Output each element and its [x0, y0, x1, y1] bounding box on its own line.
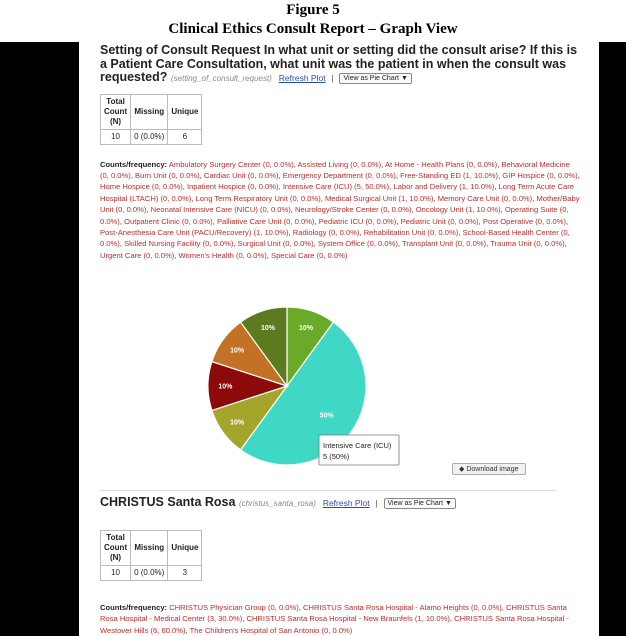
pie-slice-label: 10%: [218, 383, 233, 391]
section1-counts-frequency: Counts/frequency: Ambulatory Surgery Center (0, 0.0%), Assisted Living (0, 0.0%), At Home - Health Plans (0, 0.0%), Behavioral Medicine (0, 0.0%), Burn Unit (0, 0.0%), Cardiac Unit (0, 0.0%), Emergency Department (0, 0.0%), Free-Standing ED (1, 10.0%), GIP Hospice (0, 0.0%), Home Hospice (0, 0.0%), Inpatient Hospice (0, 0.0%), Intensive Care (ICU) (5, 50.0%), Labor and Delivery (1, 10.0%), Long Term Acute Care Hospital (LTACH) (0, 0.0%), Long Term Respiratory Unit (0, 0.0%), Medical Surgical Unit (1, 10.0%), Memory Care Unit (0, 0.0%), Mother/Baby Unit (0, 0.0%), Neonatal Intensive Care (NICU) (0, 0.0%), Neurology/Stroke Center (0, 0.0%), Oncology Unit (1, 10.0%), Operating Suite (0, 0.0%), Outpatient Clinic (0, 0.0%), Palliative Care Unit (0, 0.0%), Pediatric ICU (0, 0.0%), Pediatric Unit (0, 0.0%), Post Operative (0, 0.0%), Post-Anesthesia Care Unit (PACU/Recovery) (1, 10.0%), Radiology (0, 0.0%), Rehabilitation Unit (0, 0.0%), School-Based Health Center (0, 0.0%), Skilled Nursing Facility (0, 0.0%), Surgical Unit (0, 0.0%), System Office (0, 0.0%), Transplant Unit (0, 0.0%), Trauma Unit (0, 0.0%), Urgent Care (0, 0.0%), Women's Health (0, 0.0%), Special Care (0, 0.0%): [100, 159, 580, 260]
count-entry: Memory Care Unit (0, 0.0%): [437, 193, 533, 203]
stats-header-total: Total Count (N): [101, 531, 131, 566]
figure-caption: [0, 0, 626, 42]
section1-refresh-plot-link[interactable]: Refresh Plot: [278, 73, 326, 83]
count-entry: CHRISTUS Santa Rosa Hospital - Medical Center (3, 30.0%): [100, 603, 567, 624]
separator: |: [329, 73, 336, 83]
report-inner: [100, 42, 580, 635]
counts-label: Counts/frequency:: [100, 603, 168, 612]
section2-view-select-value: View as Pie Chart: [387, 500, 444, 507]
stats-value-missing: 0 (0.0%): [131, 129, 168, 144]
count-entry: Pediatric ICU (0, 0.0%): [318, 216, 397, 226]
count-entry: Intensive Care (ICU) (5, 50.0%): [282, 182, 390, 192]
separator: |: [373, 498, 381, 508]
download-image-label: Download image: [466, 466, 519, 473]
counts-label: Counts/frequency:: [100, 159, 168, 169]
count-entry: Medical Surgical Unit (1, 10.0%): [324, 193, 434, 203]
count-entry: CHRISTUS Santa Rosa Hospital - Alamo Heights (0, 0.0%): [303, 603, 502, 612]
section2-view-select[interactable]: [384, 498, 456, 509]
section1-view-select-value: View as Pie Chart: [343, 75, 399, 82]
count-entry: Outpatient Clinic (0, 0.0%): [124, 216, 213, 226]
count-entry: Assisted Living (0, 0.0%): [297, 159, 382, 169]
count-entry: System Office (0, 0.0%): [317, 239, 398, 249]
count-entry: The Children's Hospital of San Antonio (0, 0.0%): [189, 625, 353, 635]
stats-header-row: [101, 531, 202, 566]
download-image-button[interactable]: [452, 463, 526, 475]
count-entry: At Home - Health Plans (0, 0.0%): [384, 159, 498, 169]
download-icon: ◆: [459, 466, 465, 473]
pie-slice-label: 50%: [319, 412, 334, 420]
pie-slice-label: 10%: [230, 419, 245, 427]
count-entry: Post Operative (0, 0.0%): [482, 216, 567, 226]
tooltip-label: Intensive Care (ICU): [323, 441, 392, 450]
count-entry: Mother/Baby Unit (0, 0.0%): [100, 193, 580, 215]
chevron-down-icon: ▼: [400, 75, 408, 82]
pie-slice-label: 10%: [230, 347, 245, 355]
count-entry: Ambulatory Surgery Center (0, 0.0%): [168, 159, 294, 169]
section2-refresh-plot-link[interactable]: Refresh Plot: [322, 498, 370, 508]
count-entry: Trauma Unit (0, 0.0%): [490, 239, 565, 249]
count-entry: Rehabilitation Unit (0, 0.0%): [363, 227, 459, 237]
count-entry: Neurology/Stroke Center (0, 0.0%): [295, 205, 412, 215]
section2-stats-table: [100, 530, 202, 581]
count-entry: GIP Hospice (0, 0.0%): [502, 170, 578, 180]
stats-value-unique: 6: [168, 129, 202, 144]
section2-var-name: (christus_santa_rosa): [238, 499, 316, 508]
count-entry: Behavioral Medicine (0, 0.0%): [100, 159, 570, 180]
count-entry: Burn Unit (0, 0.0%): [135, 170, 200, 180]
section-divider: [100, 490, 556, 491]
count-entry: Long Term Acute Care Hospital (LTACH) (0, 0.0%): [100, 182, 574, 203]
section2-heading: [100, 495, 570, 511]
section1-stats-table: [100, 94, 202, 145]
tooltip-value: 5 (50%): [323, 452, 350, 461]
section2-counts-frequency: Counts/frequency: CHRISTUS Physician Group (0, 0.0%), CHRISTUS Santa Rosa Hospital - Alamo Heights (0, 0.0%), CHRISTUS Santa Rosa Hospital - Medical Center (3, 30.0%), CHRISTUS Santa Rosa Hospital - New Braunfels (1, 10.0%), CHRISTUS Santa Rosa Hospital - Westover Hills (6, 60.0%), The Children's Hospital of San Antonio (0, 0.0%): [100, 603, 569, 635]
count-entry: Neonatal Intensive Care (NICU) (0, 0.0%): [150, 205, 291, 215]
count-entry: Post-Anesthesia Care Unit (PACU/Recovery) (1, 10.0%): [100, 227, 289, 237]
pie-chart: [200, 304, 440, 484]
count-entry: Oncology Unit (1, 10.0%): [415, 205, 501, 215]
figure-title: Clinical Ethics Consult Report – Graph View: [168, 21, 458, 37]
count-entry: School-Based Health Center (0, 0.0%): [100, 227, 570, 249]
stats-header-total: Total Count (N): [101, 94, 131, 129]
count-entry: CHRISTUS Physician Group (0, 0.0%): [169, 603, 299, 612]
count-entry: CHRISTUS Santa Rosa Hospital - Westover Hills (6, 60.0%): [100, 614, 569, 635]
count-entry: Emergency Department (0, 0.0%): [282, 170, 396, 180]
count-entry: Skilled Nursing Facility (0, 0.0%): [124, 239, 234, 249]
figure-label: Figure 5: [286, 2, 340, 18]
count-entry: Inpatient Hospice (0, 0.0%): [186, 182, 279, 192]
count-entry: Operating Suite (0, 0.0%): [100, 205, 569, 226]
count-entry: CHRISTUS Santa Rosa Hospital - New Braunfels (1, 10.0%): [246, 614, 450, 624]
pie-chart-container: [200, 304, 440, 484]
count-entry: Women's Health (0, 0.0%): [178, 250, 267, 260]
section1-title: Setting of Consult Request In what unit or setting did the consult arise? If this is a Patient Care Consultation, what unit was the patient in when the consult was requested?: [100, 43, 578, 84]
count-entry: Pediatric Unit (0, 0.0%): [400, 216, 479, 226]
stats-value-total: 10: [101, 129, 131, 144]
stats-value-missing: 0 (0.0%): [131, 566, 168, 581]
section2-title: CHRISTUS Santa Rosa: [100, 495, 236, 509]
stats-value-row: [101, 566, 202, 581]
stats-value-total: 10: [101, 566, 131, 581]
count-entry: Labor and Delivery (1, 10.0%): [393, 182, 495, 192]
count-entry: Home Hospice (0, 0.0%): [100, 182, 183, 192]
count-entry: Free-Standing ED (1, 10.0%): [400, 170, 499, 180]
pie-slice-label: 10%: [299, 324, 314, 332]
stats-header-unique: Unique: [168, 531, 202, 566]
section1-heading: [100, 44, 580, 86]
stats-header-unique: Unique: [168, 94, 202, 129]
section1-var-name: (setting_of_consult_request): [170, 74, 272, 83]
chart-tooltip: [319, 435, 399, 465]
count-entry: Radiology (0, 0.0%): [292, 227, 360, 237]
count-entry: Cardiac Unit (0, 0.0%): [203, 170, 279, 180]
stats-value-row: [101, 129, 202, 144]
count-entry: Palliative Care Unit (0, 0.0%): [216, 216, 315, 226]
report-panel: [79, 42, 599, 636]
pie-slice-label: 10%: [260, 324, 275, 332]
section1-view-select[interactable]: [339, 73, 411, 84]
chevron-down-icon: ▼: [444, 500, 452, 507]
count-entry: Long Term Respiratory Unit (0, 0.0%): [195, 193, 321, 203]
count-entry: Surgical Unit (0, 0.0%): [237, 239, 314, 249]
stats-value-unique: 3: [168, 566, 202, 581]
stats-header-row: [101, 94, 202, 129]
count-entry: Transplant Unit (0, 0.0%): [401, 239, 487, 249]
stats-header-missing: Missing: [131, 94, 168, 129]
count-entry: Urgent Care (0, 0.0%): [100, 250, 175, 260]
stats-header-missing: Missing: [131, 531, 168, 566]
count-entry: Special Care (0, 0.0%): [271, 250, 348, 260]
